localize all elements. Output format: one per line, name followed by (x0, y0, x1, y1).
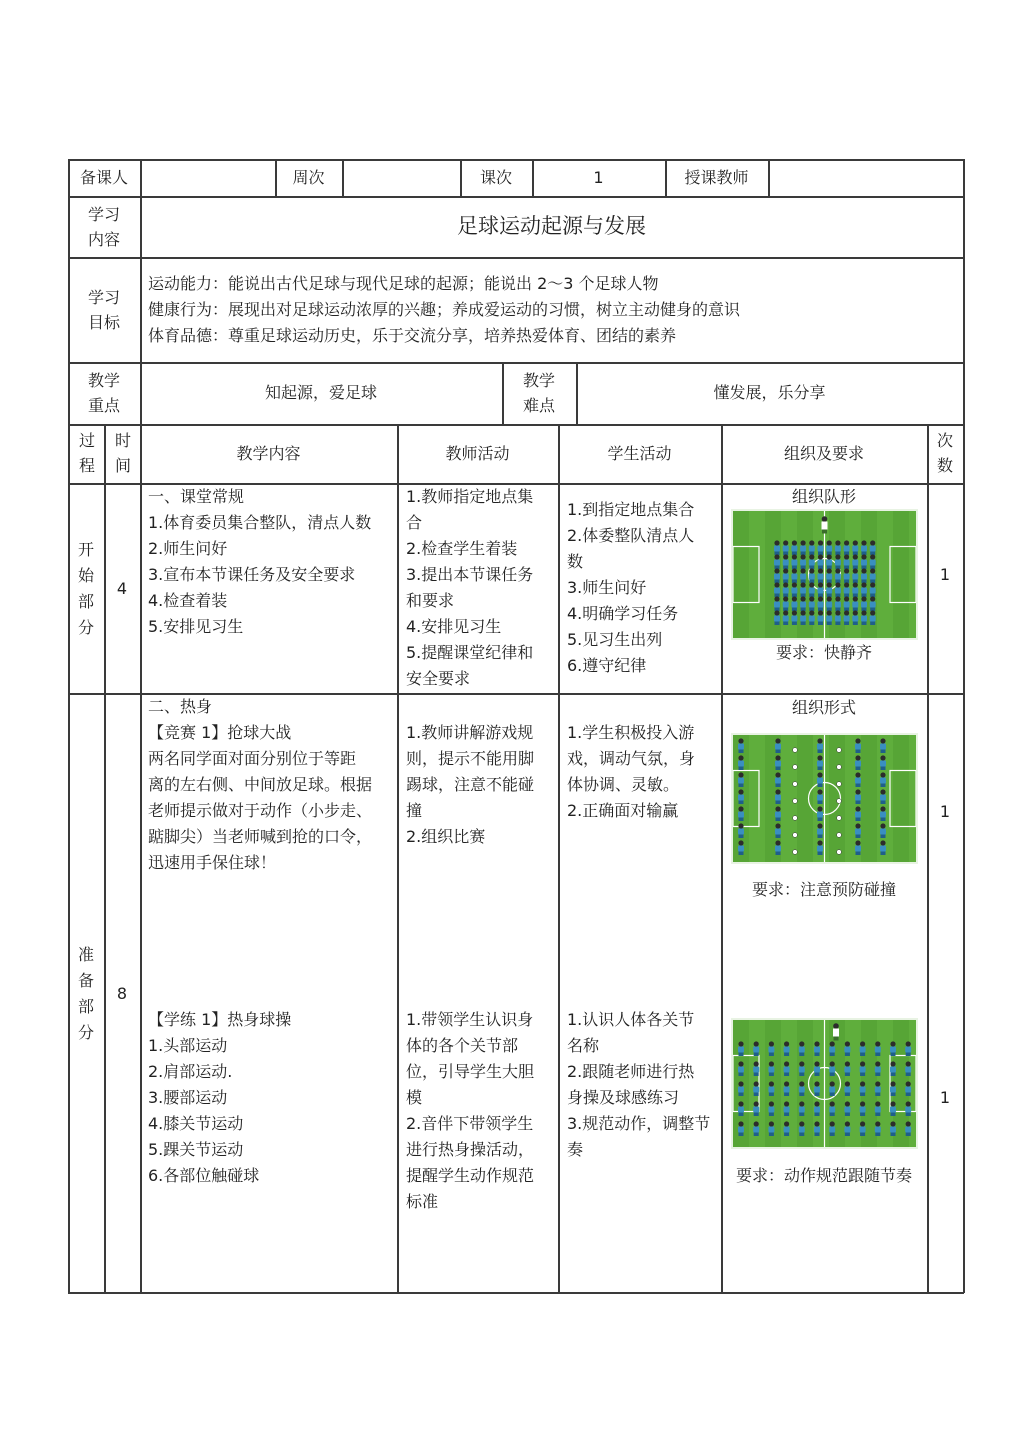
player-icon (890, 1061, 896, 1076)
player-icon (799, 1121, 805, 1136)
player-icon (809, 554, 815, 569)
player-icon (817, 840, 823, 855)
player-icon (784, 1061, 790, 1076)
organization-header: 组织及要求 (783, 444, 864, 463)
player-icon (844, 568, 850, 583)
prep-teacher-list-b (406, 1007, 534, 1215)
list-item: 标准 (406, 1192, 439, 1211)
player-icon (738, 1101, 744, 1116)
player-icon (775, 789, 781, 804)
player-icon (817, 772, 823, 787)
player-icon (818, 610, 824, 625)
player-icon (791, 596, 797, 611)
ball-icon (837, 816, 842, 821)
player-icon (768, 1041, 774, 1056)
player-icon (826, 582, 832, 597)
content-header: 教学内容 (236, 444, 301, 463)
player-icon (844, 596, 850, 611)
player-icon (826, 554, 832, 569)
list-item: 【学练 1】热身球操 (148, 1010, 292, 1029)
player-icon (814, 1101, 820, 1116)
player-icon (783, 540, 789, 555)
list-item: 两名同学面对面分别位于等距 (148, 749, 357, 768)
player-icon (861, 540, 867, 555)
warmup-formation-image (731, 1018, 918, 1149)
ball-icon (837, 765, 842, 770)
player-icon (829, 1041, 835, 1056)
list-item: 4.膝关节运动 (148, 1114, 244, 1133)
player-icon (791, 582, 797, 597)
goals-label: 学习目标 (87, 288, 120, 332)
list-item: 二、热身 (148, 697, 213, 716)
player-icon (880, 772, 886, 787)
ball-icon (793, 816, 798, 821)
player-icon (880, 806, 886, 821)
prep-org-requirement-a: 要求：注意预防碰撞 (751, 880, 896, 899)
player-icon (783, 582, 789, 597)
player-icon (738, 823, 744, 838)
player-icon (861, 596, 867, 611)
player-icon (818, 582, 824, 597)
difficulty-label: 教学难点 (522, 371, 555, 415)
game-formation-image (731, 733, 918, 864)
player-icon (768, 1061, 774, 1076)
player-icon (817, 738, 823, 753)
player-icon (835, 596, 841, 611)
player-icon (905, 1061, 911, 1076)
player-icon (753, 1121, 759, 1136)
formation-diagram-image (731, 509, 918, 640)
player-icon (875, 1121, 881, 1136)
player-icon (768, 1101, 774, 1116)
player-icon (855, 772, 861, 787)
player-icon (814, 1041, 820, 1056)
player-icon (826, 596, 832, 611)
player-icon (861, 582, 867, 597)
list-item: 和要求 (406, 591, 455, 610)
player-icon (791, 568, 797, 583)
player-icon (775, 840, 781, 855)
player-icon (784, 1101, 790, 1116)
prep-org-title: 组织形式 (791, 698, 856, 717)
start-content-list (148, 484, 371, 640)
ball-icon (793, 833, 798, 838)
player-icon (799, 1081, 805, 1096)
key-point-value: 知起源，爱足球 (264, 383, 377, 402)
list-item: 离的左右侧、中间放足球。根据 (148, 775, 373, 794)
player-icon (774, 540, 780, 555)
player-icon (817, 789, 823, 804)
list-item: 安全要求 (406, 669, 471, 688)
player-icon (844, 1061, 850, 1076)
player-icon (784, 1121, 790, 1136)
list-item: 撞 (406, 801, 423, 820)
list-item: 迅速用手保住球！ (148, 853, 277, 872)
player-icon (817, 806, 823, 821)
preparer-label: 备课人 (79, 168, 128, 187)
player-icon (870, 568, 876, 583)
list-item: 身操及球感练习 (567, 1088, 680, 1107)
prep-count-b: 1 (939, 1088, 951, 1107)
player-icon (799, 1101, 805, 1116)
goal-item: 健康行为：展现出对足球运动浓厚的兴趣；养成爱运动的习惯，树立主动健身的意识 (148, 300, 741, 319)
list-item: 2.肩部运动. (148, 1062, 233, 1081)
list-item: 1.到指定地点集合 (567, 500, 695, 519)
start-org-requirement: 要求：快静齐 (775, 643, 872, 662)
player-icon (809, 568, 815, 583)
list-item: 1.体育委员集合整队，清点人数 (148, 513, 372, 532)
player-icon (783, 610, 789, 625)
key-point-label: 教学重点 (87, 371, 120, 415)
player-icon (835, 568, 841, 583)
player-icon (814, 1081, 820, 1096)
player-icon (774, 582, 780, 597)
player-icon (800, 596, 806, 611)
week-label: 周次 (292, 168, 325, 187)
player-icon (829, 1101, 835, 1116)
process-header: 过程 (78, 431, 95, 475)
player-icon (860, 1101, 866, 1116)
player-icon (753, 1061, 759, 1076)
ball-icon (837, 782, 842, 787)
player-icon (817, 823, 823, 838)
player-icon (835, 554, 841, 569)
player-icon (829, 1061, 835, 1076)
player-icon (768, 1121, 774, 1136)
player-icon (905, 1041, 911, 1056)
player-icon (791, 610, 797, 625)
content-label: 学习内容 (87, 205, 120, 249)
ball-icon (793, 799, 798, 804)
player-icon (799, 1061, 805, 1076)
list-item: 1.带领学生认识身 (406, 1010, 534, 1029)
player-icon (800, 582, 806, 597)
list-item: 戏，调动气氛，身 (567, 749, 696, 768)
player-icon (774, 568, 780, 583)
player-icon (844, 1121, 850, 1136)
player-icon (783, 568, 789, 583)
player-icon (852, 554, 858, 569)
lesson-title: 足球运动起源与发展 (457, 214, 646, 238)
player-icon (784, 1041, 790, 1056)
list-item: 踢球，注意不能碰 (406, 775, 535, 794)
list-item: 1.认识人体各关节 (567, 1010, 695, 1029)
player-icon (817, 755, 823, 770)
player-icon (738, 840, 744, 855)
list-item: 体协调、灵敏。 (567, 775, 680, 794)
list-item: 6.各部位触碰球 (148, 1166, 260, 1185)
player-icon (814, 1121, 820, 1136)
list-item: 4.安排见习生 (406, 617, 502, 636)
player-icon (880, 789, 886, 804)
player-icon (890, 1081, 896, 1096)
player-icon (844, 554, 850, 569)
teacher-activity-header: 教师活动 (445, 444, 510, 463)
prep-count-a: 1 (939, 802, 951, 821)
player-icon (800, 610, 806, 625)
prep-student-list-b (567, 1007, 710, 1163)
player-icon (775, 772, 781, 787)
list-item: 体的各个关节部 (406, 1036, 519, 1055)
player-icon (875, 1061, 881, 1076)
list-item: 2.检查学生着装 (406, 539, 518, 558)
player-icon (860, 1121, 866, 1136)
start-count: 1 (939, 565, 951, 584)
player-icon (775, 738, 781, 753)
player-icon (844, 540, 850, 555)
player-icon (799, 1041, 805, 1056)
list-item: 5.见习生出列 (567, 630, 663, 649)
ball-icon (837, 850, 842, 855)
player-icon (880, 755, 886, 770)
player-icon (852, 582, 858, 597)
player-icon (738, 1041, 744, 1056)
list-item: 模 (406, 1088, 423, 1107)
list-item: 数 (567, 552, 584, 571)
ball-icon (837, 833, 842, 838)
player-icon (738, 1061, 744, 1076)
player-icon (905, 1081, 911, 1096)
player-icon (753, 1081, 759, 1096)
player-icon (738, 755, 744, 770)
start-process-label: 开始部分 (77, 540, 94, 637)
prep-content-list-b (148, 1007, 291, 1189)
player-icon (783, 554, 789, 569)
player-icon (800, 568, 806, 583)
player-icon (855, 755, 861, 770)
player-icon (753, 1101, 759, 1116)
player-icon (844, 1101, 850, 1116)
player-icon (818, 554, 824, 569)
list-item: 5.提醒课堂纪律和 (406, 643, 534, 662)
goals-list (148, 271, 740, 349)
ball-icon (837, 748, 842, 753)
list-item: 2.体委整队清点人 (567, 526, 695, 545)
start-student-list (567, 497, 694, 679)
player-icon (800, 540, 806, 555)
teacher-label: 授课教师 (684, 168, 749, 187)
player-icon (809, 540, 815, 555)
player-icon (861, 568, 867, 583)
player-icon (826, 610, 832, 625)
player-icon (738, 738, 744, 753)
count-header: 次数 (936, 431, 953, 475)
lesson-number: 1 (593, 168, 604, 187)
start-teacher-list (406, 484, 533, 692)
list-item: 5.安排见习生 (148, 617, 244, 636)
lesson-label: 课次 (479, 168, 512, 187)
player-icon (861, 554, 867, 569)
list-item: 3.师生问好 (567, 578, 647, 597)
player-icon (855, 840, 861, 855)
list-item: 2.师生问好 (148, 539, 228, 558)
player-icon (852, 596, 858, 611)
list-item: 老师提示做对于动作（小步走、 (148, 801, 373, 820)
start-org-title: 组织队形 (791, 487, 856, 506)
player-icon (875, 1101, 881, 1116)
teacher-icon (822, 516, 828, 533)
player-icon (826, 568, 832, 583)
player-icon (905, 1121, 911, 1136)
player-icon (835, 540, 841, 555)
player-icon (774, 610, 780, 625)
time-header: 时间 (114, 431, 131, 475)
prep-content-list-a (148, 694, 372, 876)
player-icon (829, 1121, 835, 1136)
start-time: 4 (116, 579, 128, 598)
player-icon (844, 582, 850, 597)
list-item: 1.教师讲解游戏规 (406, 723, 534, 742)
student-activity-header: 学生活动 (607, 444, 672, 463)
list-item: 2.正确面对输赢 (567, 801, 679, 820)
player-icon (870, 596, 876, 611)
list-item: 则，提示不能用脚 (406, 749, 535, 768)
player-icon (775, 823, 781, 838)
player-icon (880, 738, 886, 753)
player-icon (844, 1081, 850, 1096)
player-icon (890, 1101, 896, 1116)
player-icon (784, 1081, 790, 1096)
list-item: 合 (406, 513, 423, 532)
ball-icon (793, 765, 798, 770)
player-icon (835, 582, 841, 597)
player-icon (855, 806, 861, 821)
player-icon (890, 1041, 896, 1056)
player-icon (860, 1061, 866, 1076)
player-icon (774, 596, 780, 611)
list-item: 6.遵守纪律 (567, 656, 647, 675)
list-item: 3.规范动作，调整节 (567, 1114, 711, 1133)
player-icon (852, 568, 858, 583)
player-icon (791, 540, 797, 555)
difficulty-value: 懂发展，乐分享 (713, 383, 826, 402)
player-icon (835, 610, 841, 625)
player-icon (870, 540, 876, 555)
player-icon (818, 568, 824, 583)
player-icon (860, 1041, 866, 1056)
player-icon (890, 1121, 896, 1136)
player-icon (905, 1101, 911, 1116)
list-item: 2.组织比赛 (406, 827, 486, 846)
player-icon (809, 596, 815, 611)
list-item: 进行热身操活动， (406, 1140, 535, 1159)
ball-icon (837, 799, 842, 804)
player-icon (855, 823, 861, 838)
goal-item: 体育品德：尊重足球运动历史，乐于交流分享，培养热爱体育、团结的素养 (148, 326, 677, 345)
list-item: 踮脚尖）当老师喊到抢的口令， (148, 827, 373, 846)
player-icon (829, 1081, 835, 1096)
player-icon (852, 540, 858, 555)
player-icon (775, 806, 781, 821)
player-icon (880, 823, 886, 838)
player-icon (738, 1121, 744, 1136)
list-item: 【竞赛 1】抢球大战 (148, 723, 292, 742)
ball-icon (793, 850, 798, 855)
player-icon (870, 582, 876, 597)
list-item: 一、课堂常规 (148, 487, 245, 506)
player-icon (844, 1041, 850, 1056)
list-item: 名称 (567, 1036, 600, 1055)
ball-icon (793, 748, 798, 753)
list-item: 1.学生积极投入游 (567, 723, 695, 742)
player-icon (800, 554, 806, 569)
prep-org-requirement-b: 要求：动作规范跟随节奏 (735, 1166, 912, 1185)
prep-time: 8 (116, 984, 128, 1003)
goal-item: 运动能力：能说出古代足球与现代足球的起源；能说出 2～3 个足球人物 (148, 274, 659, 293)
player-icon (783, 596, 789, 611)
prep-process-label: 准备部分 (77, 945, 94, 1042)
prep-teacher-list-a (406, 720, 534, 850)
player-icon (826, 540, 832, 555)
list-item: 1.教师指定地点集 (406, 487, 534, 506)
player-icon (775, 755, 781, 770)
list-item: 3.提出本节课任务 (406, 565, 534, 584)
player-icon (855, 738, 861, 753)
list-item: 奏 (567, 1140, 584, 1159)
player-icon (738, 772, 744, 787)
ball-icon (793, 782, 798, 787)
list-item: 1.头部运动 (148, 1036, 228, 1055)
player-icon (875, 1041, 881, 1056)
player-icon (875, 1081, 881, 1096)
player-icon (791, 554, 797, 569)
player-icon (860, 1081, 866, 1096)
player-icon (738, 789, 744, 804)
teacher-icon (833, 1023, 839, 1040)
list-item: 2.跟随老师进行热 (567, 1062, 695, 1081)
player-icon (774, 554, 780, 569)
list-item: 5.踝关节运动 (148, 1140, 244, 1159)
player-icon (844, 610, 850, 625)
player-icon (738, 1081, 744, 1096)
list-item: 3.宣布本节课任务及安全要求 (148, 565, 356, 584)
list-item: 提醒学生动作规范 (406, 1166, 535, 1185)
list-item: 4.检查着装 (148, 591, 228, 610)
player-icon (814, 1061, 820, 1076)
player-icon (870, 554, 876, 569)
player-icon (809, 582, 815, 597)
player-icon (818, 540, 824, 555)
list-item: 4.明确学习任务 (567, 604, 679, 623)
player-icon (768, 1081, 774, 1096)
list-item: 2.音伴下带领学生 (406, 1114, 534, 1133)
player-icon (852, 610, 858, 625)
player-icon (855, 789, 861, 804)
prep-student-list-a (567, 720, 695, 824)
player-icon (880, 840, 886, 855)
player-icon (753, 1041, 759, 1056)
list-item: 位，引导学生大胆 (406, 1062, 535, 1081)
player-icon (818, 596, 824, 611)
list-item: 3.腰部运动 (148, 1088, 228, 1107)
player-icon (870, 610, 876, 625)
player-icon (861, 610, 867, 625)
player-icon (738, 806, 744, 821)
player-icon (809, 610, 815, 625)
